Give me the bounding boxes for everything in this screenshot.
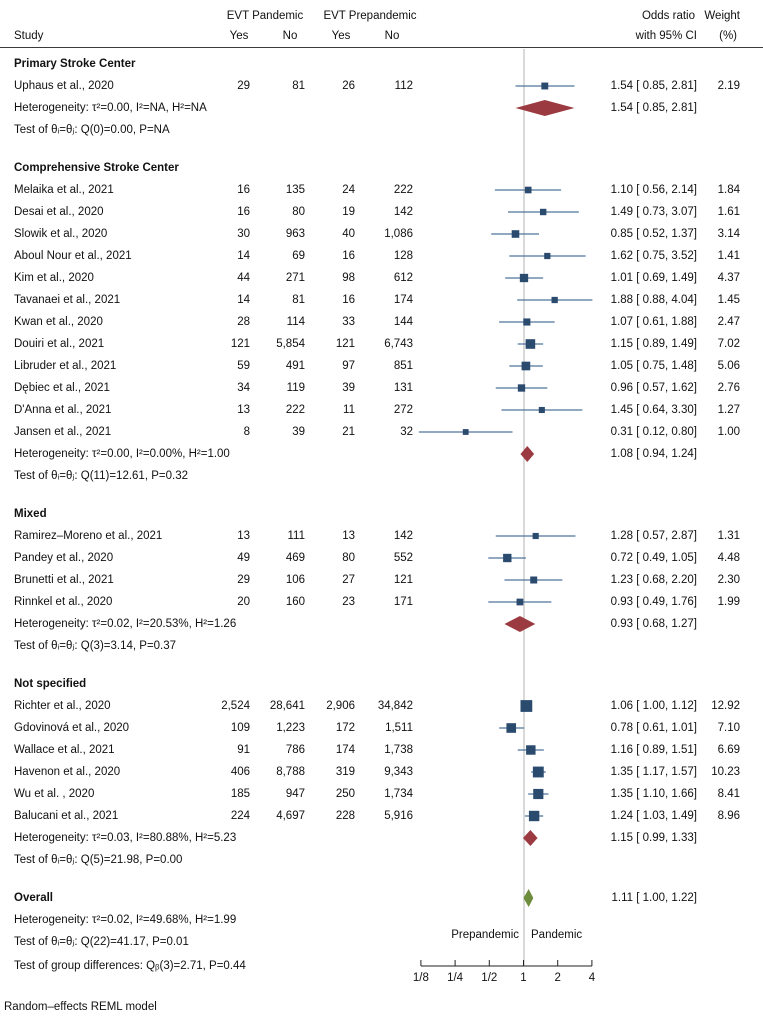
pandemic-no-count: 1,223 (276, 722, 305, 734)
col-weight-line2: (%) (719, 30, 737, 42)
test-row (0, 849, 763, 871)
prepandemic-yes-count: 16 (342, 250, 355, 262)
col-group-evt-pandemic: EVT Pandemic (226, 10, 304, 22)
prepandemic-yes-count: 39 (342, 382, 355, 394)
odds-ratio-ci-text: 1.16 [ 0.89, 1.51] (610, 744, 697, 756)
weight-value: 1.84 (717, 184, 740, 196)
odds-ratio-ci-text: 1.01 [ 0.69, 1.49] (610, 272, 697, 284)
pandemic-no-count: 8,788 (276, 766, 305, 778)
x-axis-tick-label: 4 (588, 972, 596, 984)
heterogeneity-row (0, 827, 763, 849)
odds-ratio-ci-text: 1.15 [ 0.89, 1.49] (610, 338, 697, 350)
pandemic-yes-count: 29 (237, 574, 250, 586)
prepandemic-yes-count: 11 (343, 404, 355, 416)
prepandemic-no-count: 6,743 (384, 338, 413, 350)
axis-label-pandemic: Pandemic (531, 929, 583, 941)
weight-value: 1.99 (717, 596, 740, 608)
study-label: Tavanaei et al., 2021 (14, 294, 121, 306)
study-label: Melaika et al., 2021 (14, 184, 114, 196)
overall-odds-ratio-text: 1.11 [ 1.00, 1.22] (611, 892, 697, 904)
pandemic-no-count: 4,697 (276, 810, 305, 822)
axis-label-prepandemic: Prepandemic (451, 929, 519, 941)
study-label: Aboul Nour et al., 2021 (14, 250, 132, 262)
prepandemic-no-count: 174 (393, 294, 413, 306)
weight-value: 2.76 (717, 382, 740, 394)
pandemic-yes-count: 109 (230, 722, 250, 734)
study-label: Wu et al. , 2020 (14, 788, 95, 800)
study-row (0, 783, 763, 805)
model-note-row (0, 996, 763, 1018)
prepandemic-no-count: 612 (393, 272, 413, 284)
study-label: Richter et al., 2020 (14, 700, 111, 712)
prepandemic-yes-count: 228 (335, 810, 355, 822)
x-axis-tick-label: 1/4 (447, 972, 464, 984)
prepandemic-yes-count: 250 (335, 788, 355, 800)
x-axis-tick-label: 1/8 (412, 972, 429, 984)
study-row (0, 761, 763, 783)
pandemic-yes-count: 20 (237, 596, 250, 608)
study-row (0, 333, 763, 355)
weight-value: 7.02 (717, 338, 740, 350)
group-header-label: Primary Stroke Center (14, 58, 136, 70)
prepandemic-yes-count: 2,906 (326, 700, 355, 712)
study-label: Kwan et al., 2020 (14, 316, 103, 328)
heterogeneity-text: Heterogeneity: τ²=0.00, I²=0.00%, H²=1.00 (14, 448, 230, 460)
group-header-label: Comprehensive Stroke Center (14, 162, 179, 174)
overall-row (0, 887, 763, 909)
prepandemic-yes-count: 19 (342, 206, 355, 218)
study-label: Rinnkel et al., 2020 (14, 596, 113, 608)
prepandemic-yes-count: 174 (335, 744, 355, 756)
pandemic-no-count: 947 (285, 788, 305, 800)
odds-ratio-ci-text: 1.35 [ 1.17, 1.57] (610, 766, 697, 778)
weight-value: 3.14 (717, 228, 740, 240)
prepandemic-yes-count: 27 (342, 574, 355, 586)
group-header-row (0, 53, 763, 75)
study-label: Ramirez–Moreno et al., 2021 (14, 530, 163, 542)
prepandemic-no-count: 34,842 (377, 700, 413, 712)
study-label: D'Anna et al., 2021 (14, 404, 112, 416)
study-row (0, 569, 763, 591)
summary-odds-ratio-text: 1.54 [ 0.85, 2.81] (610, 102, 697, 114)
x-axis-tick-label: 1 (520, 972, 527, 984)
study-row (0, 223, 763, 245)
weight-value: 4.37 (717, 272, 740, 284)
pandemic-no-count: 963 (285, 228, 305, 240)
pandemic-yes-count: 406 (230, 766, 250, 778)
prepandemic-no-count: 128 (393, 250, 413, 262)
study-row (0, 377, 763, 399)
study-label: Pandey et al., 2020 (14, 552, 114, 564)
study-row (0, 547, 763, 569)
pandemic-yes-count: 224 (230, 810, 250, 822)
odds-ratio-ci-text: 1.54 [ 0.85, 2.81] (610, 80, 697, 92)
study-row (0, 717, 763, 739)
odds-ratio-ci-text: 0.72 [ 0.49, 1.05] (610, 552, 697, 564)
heterogeneity-text: Heterogeneity: τ²=0.03, I²=80.88%, H²=5.23 (14, 832, 237, 844)
pandemic-no-count: 222 (285, 404, 305, 416)
heterogeneity-text: Heterogeneity: τ²=0.00, I²=NA, H²=NA (14, 102, 207, 114)
study-label: Dębiec et al., 2021 (14, 382, 110, 394)
prepandemic-no-count: 1,511 (385, 722, 413, 734)
x-axis-tick-label: 1/2 (481, 972, 498, 984)
prepandemic-no-count: 222 (393, 184, 413, 196)
model-note: Random–effects REML model (4, 1001, 157, 1013)
prepandemic-yes-count: 80 (342, 552, 355, 564)
prepandemic-no-count: 1,738 (384, 744, 413, 756)
pandemic-no-count: 160 (285, 596, 305, 608)
study-label: Gdovinová et al., 2020 (14, 722, 130, 734)
study-row (0, 805, 763, 827)
group-header-row (0, 673, 763, 695)
prepandemic-yes-count: 26 (342, 80, 355, 92)
pandemic-yes-count: 14 (237, 250, 250, 262)
odds-ratio-ci-text: 1.62 [ 0.75, 3.52] (610, 250, 697, 262)
prepandemic-no-count: 1,734 (384, 788, 413, 800)
odds-ratio-ci-text: 0.93 [ 0.49, 1.76] (610, 596, 697, 608)
study-label: Balucani et al., 2021 (14, 810, 119, 822)
study-row (0, 267, 763, 289)
prepandemic-no-count: 272 (393, 404, 413, 416)
prepandemic-yes-count: 98 (342, 272, 355, 284)
test-text: Test of θᵢ=θⱼ: Q(22)=41.17, P=0.01 (14, 936, 189, 948)
prepandemic-yes-count: 319 (335, 766, 355, 778)
overall-label: Overall (14, 892, 53, 904)
pandemic-yes-count: 30 (237, 228, 250, 240)
test-row (0, 931, 763, 953)
odds-ratio-ci-text: 1.10 [ 0.56, 2.14] (610, 184, 697, 196)
heterogeneity-row (0, 613, 763, 635)
prepandemic-yes-count: 13 (342, 530, 355, 542)
weight-value: 1.00 (717, 426, 740, 438)
pandemic-yes-count: 13 (237, 530, 250, 542)
weight-value: 8.41 (717, 788, 740, 800)
pandemic-yes-count: 29 (237, 80, 250, 92)
pandemic-no-count: 114 (286, 316, 305, 328)
group-header-label: Not specified (14, 678, 87, 690)
col-odds-ratio-line2: with 95% CI (635, 30, 697, 42)
pandemic-no-count: 111 (287, 530, 305, 542)
summary-odds-ratio-text: 1.15 [ 0.99, 1.33] (610, 832, 697, 844)
prepandemic-no-count: 131 (393, 382, 413, 394)
heterogeneity-row (0, 443, 763, 465)
weight-value: 12.92 (711, 700, 740, 712)
odds-ratio-ci-text: 1.28 [ 0.57, 2.87] (610, 530, 697, 542)
pandemic-no-count: 81 (292, 80, 305, 92)
weight-value: 6.69 (717, 744, 740, 756)
weight-value: 7.10 (717, 722, 740, 734)
pandemic-yes-count: 185 (230, 788, 250, 800)
prepandemic-yes-count: 172 (335, 722, 355, 734)
odds-ratio-ci-text: 0.31 [ 0.12, 0.80] (610, 426, 697, 438)
study-label: Slowik et al., 2020 (14, 228, 108, 240)
col-study: Study (14, 30, 44, 42)
odds-ratio-ci-text: 1.24 [ 1.03, 1.49] (610, 810, 697, 822)
test-row (0, 465, 763, 487)
pandemic-yes-count: 91 (237, 744, 250, 756)
study-row (0, 311, 763, 333)
weight-value: 1.61 (717, 206, 740, 218)
study-row (0, 245, 763, 267)
weight-value: 8.96 (717, 810, 740, 822)
heterogeneity-text: Heterogeneity: τ²=0.02, I²=20.53%, H²=1.26 (14, 618, 237, 630)
summary-odds-ratio-text: 0.93 [ 0.68, 1.27] (610, 618, 697, 630)
study-row (0, 739, 763, 761)
prepandemic-yes-count: 23 (342, 596, 355, 608)
weight-value: 1.41 (717, 250, 740, 262)
pandemic-yes-count: 16 (237, 206, 250, 218)
prepandemic-no-count: 112 (394, 80, 413, 92)
study-label: Brunetti et al., 2021 (14, 574, 114, 586)
weight-value: 2.30 (717, 574, 740, 586)
weight-value: 5.06 (717, 360, 740, 372)
summary-odds-ratio-text: 1.08 [ 0.94, 1.24] (610, 448, 697, 460)
pandemic-yes-count: 14 (237, 294, 250, 306)
study-row (0, 525, 763, 547)
odds-ratio-ci-text: 1.07 [ 0.61, 1.88] (610, 316, 697, 328)
prepandemic-yes-count: 33 (342, 316, 355, 328)
weight-value: 10.23 (711, 766, 740, 778)
col-prepandemic-no: No (384, 30, 400, 42)
study-row (0, 289, 763, 311)
odds-ratio-ci-text: 1.49 [ 0.73, 3.07] (610, 206, 697, 218)
group-header-row (0, 503, 763, 525)
test-row (0, 119, 763, 141)
pandemic-yes-count: 44 (237, 272, 250, 284)
weight-value: 2.19 (717, 80, 740, 92)
prepandemic-yes-count: 40 (342, 228, 355, 240)
pandemic-yes-count: 28 (237, 316, 250, 328)
pandemic-yes-count: 59 (237, 360, 250, 372)
pandemic-no-count: 271 (285, 272, 305, 284)
odds-ratio-ci-text: 1.88 [ 0.88, 4.04] (610, 294, 697, 306)
col-pandemic-yes: Yes (229, 30, 249, 42)
pandemic-no-count: 81 (292, 294, 305, 306)
heterogeneity-text: Heterogeneity: τ²=0.02, I²=49.68%, H²=1.99 (14, 914, 237, 926)
pandemic-no-count: 135 (285, 184, 305, 196)
pandemic-no-count: 786 (285, 744, 305, 756)
weight-value: 1.45 (717, 294, 740, 306)
prepandemic-no-count: 32 (400, 426, 413, 438)
study-label: Douiri et al., 2021 (14, 338, 105, 350)
pandemic-no-count: 119 (286, 382, 305, 394)
x-axis-tick-label: 2 (554, 972, 561, 984)
header-divider (0, 47, 763, 48)
prepandemic-no-count: 144 (393, 316, 413, 328)
group-header-label: Mixed (14, 508, 47, 520)
odds-ratio-ci-text: 1.06 [ 1.00, 1.12] (610, 700, 697, 712)
pandemic-yes-count: 49 (237, 552, 250, 564)
odds-ratio-ci-text: 0.85 [ 0.52, 1.37] (610, 228, 697, 240)
test-text: Test of θᵢ=θⱼ: Q(0)=0.00, P=NA (14, 124, 170, 136)
heterogeneity-row (0, 909, 763, 931)
odds-ratio-ci-text: 1.05 [ 0.75, 1.48] (610, 360, 697, 372)
prepandemic-yes-count: 24 (342, 184, 355, 196)
prepandemic-yes-count: 121 (335, 338, 355, 350)
study-row (0, 355, 763, 377)
weight-value: 2.47 (717, 316, 740, 328)
col-group-evt-prepandemic: EVT Prepandemic (323, 10, 417, 22)
test-text: Test of θᵢ=θⱼ: Q(11)=12.61, P=0.32 (14, 470, 188, 482)
odds-ratio-ci-text: 1.45 [ 0.64, 3.30] (610, 404, 697, 416)
weight-value: 4.48 (717, 552, 740, 564)
pandemic-no-count: 28,641 (269, 700, 305, 712)
odds-ratio-ci-text: 1.35 [ 1.10, 1.66] (610, 788, 697, 800)
odds-ratio-ci-text: 0.96 [ 0.57, 1.62] (610, 382, 697, 394)
group-differences-test: Test of group differences: Qᵦ(3)=2.71, P=0.44 (14, 960, 246, 972)
col-prepandemic-yes: Yes (331, 30, 351, 42)
odds-ratio-ci-text: 0.78 [ 0.61, 1.01] (610, 722, 697, 734)
pandemic-no-count: 469 (285, 552, 305, 564)
col-pandemic-no: No (282, 30, 298, 42)
group-differences-test-row (0, 955, 763, 977)
prepandemic-no-count: 851 (393, 360, 413, 372)
prepandemic-no-count: 1,086 (384, 228, 413, 240)
pandemic-yes-count: 16 (237, 184, 250, 196)
study-label: Kim et al., 2020 (14, 272, 94, 284)
study-label: Havenon et al., 2020 (14, 766, 121, 778)
prepandemic-no-count: 121 (393, 574, 413, 586)
pandemic-yes-count: 34 (237, 382, 250, 394)
pandemic-yes-count: 8 (243, 426, 250, 438)
weight-value: 1.27 (717, 404, 740, 416)
prepandemic-no-count: 171 (393, 596, 413, 608)
heterogeneity-row (0, 97, 763, 119)
study-label: Libruder et al., 2021 (14, 360, 117, 372)
prepandemic-yes-count: 16 (342, 294, 355, 306)
study-label: Desai et al., 2020 (14, 206, 104, 218)
study-label: Uphaus et al., 2020 (14, 80, 114, 92)
test-row (0, 635, 763, 657)
pandemic-no-count: 80 (292, 206, 305, 218)
test-text: Test of θᵢ=θⱼ: Q(5)=21.98, P=0.00 (14, 854, 183, 866)
pandemic-yes-count: 121 (230, 338, 250, 350)
study-row (0, 399, 763, 421)
pandemic-no-count: 106 (285, 574, 305, 586)
test-text: Test of θᵢ=θⱼ: Q(3)=3.14, P=0.37 (14, 640, 177, 652)
pandemic-no-count: 5,854 (276, 338, 305, 350)
study-row (0, 421, 763, 443)
prepandemic-yes-count: 97 (342, 360, 355, 372)
prepandemic-no-count: 142 (393, 206, 413, 218)
study-label: Wallace et al., 2021 (14, 744, 115, 756)
pandemic-yes-count: 2,524 (221, 700, 250, 712)
prepandemic-no-count: 9,343 (384, 766, 413, 778)
study-row (0, 591, 763, 613)
study-row (0, 179, 763, 201)
prepandemic-no-count: 5,916 (384, 810, 413, 822)
prepandemic-yes-count: 21 (342, 426, 355, 438)
prepandemic-no-count: 142 (393, 530, 413, 542)
pandemic-no-count: 69 (292, 250, 305, 262)
study-label: Jansen et al., 2021 (14, 426, 112, 438)
col-odds-ratio-line1: Odds ratio (641, 10, 695, 22)
weight-value: 1.31 (717, 530, 740, 542)
pandemic-yes-count: 13 (237, 404, 250, 416)
group-header-row (0, 157, 763, 179)
pandemic-no-count: 491 (285, 360, 305, 372)
study-row (0, 75, 763, 97)
prepandemic-no-count: 552 (393, 552, 413, 564)
study-row (0, 695, 763, 717)
study-row (0, 201, 763, 223)
col-weight-line1: Weight (704, 10, 740, 22)
odds-ratio-ci-text: 1.23 [ 0.68, 2.20] (610, 574, 697, 586)
pandemic-no-count: 39 (292, 426, 305, 438)
